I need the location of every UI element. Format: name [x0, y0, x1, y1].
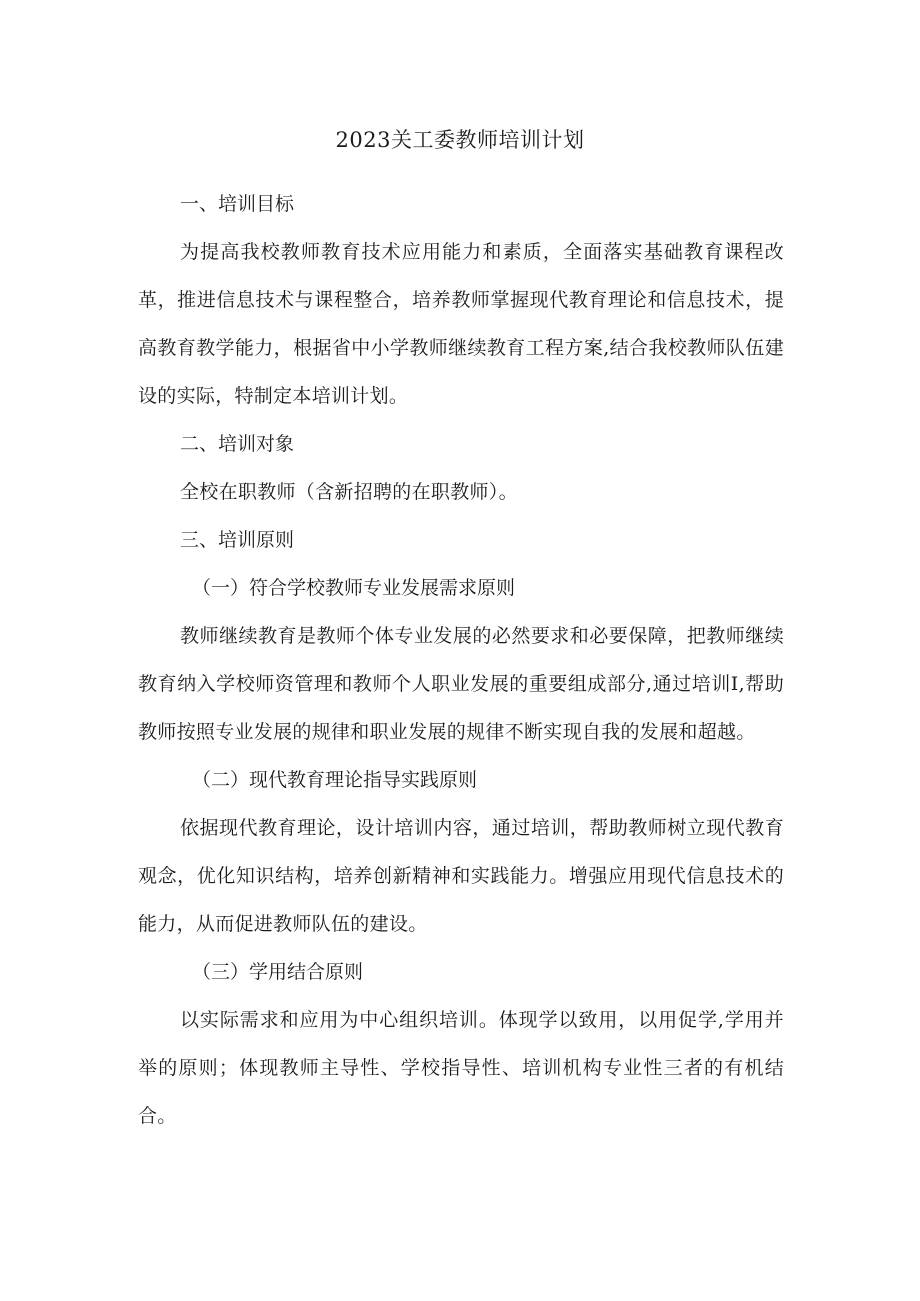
section-paragraph-audience: 全校在职教师（含新招聘的在职教师）。	[180, 481, 518, 503]
subsection-paragraph-3: 以实际需求和应用为中心组织培训。体现学以致用，以用促学,学用并举的原则；体现教师主导性、学校指导性、培训机构专业性三者的有机结合。	[138, 1009, 784, 1127]
subsection-paragraph-1: 教师继续教育是教师个体专业发展的必然要求和必要保障，把教师继续教育纳入学校师资管理和教师个人职业发展的重要组成部分,通过培训I,帮助教师按照专业发展的规律和职业发展的规律不断实现自我的发展和超越。	[138, 625, 784, 743]
document-body	[138, 180, 784, 1140]
section-heading-principles: 三、培训原则	[180, 529, 295, 551]
document-title: 2023关工委教师培训计划	[335, 128, 585, 152]
subsection-heading-3: （三）学用结合原则	[192, 961, 364, 983]
section-heading-audience: 二、培训对象	[180, 433, 295, 455]
subsection-heading-2: （二）现代教育理论指导实践原则	[192, 769, 478, 791]
section-heading-goals: 一、培训目标	[180, 193, 295, 215]
section-paragraph-goals: 为提高我校教师教育技术应用能力和素质，全面落实基础教育课程改革，推进信息技术与课程整合，培养教师掌握现代教育理论和信息技术，提高教育教学能力，根据省中小学教师继续教育工程方案,结合我校教师队伍建设的实际，特制定本培训计划。	[138, 241, 784, 407]
subsection-paragraph-2: 依据现代教育理论，设计培训内容，通过培训，帮助教师树立现代教育观念，优化知识结构，培养创新精神和实践能力。增强应用现代信息技术的能力，从而促进教师队伍的建设。	[138, 817, 784, 935]
subsection-heading-1: （一）符合学校教师专业发展需求原则	[192, 577, 516, 599]
